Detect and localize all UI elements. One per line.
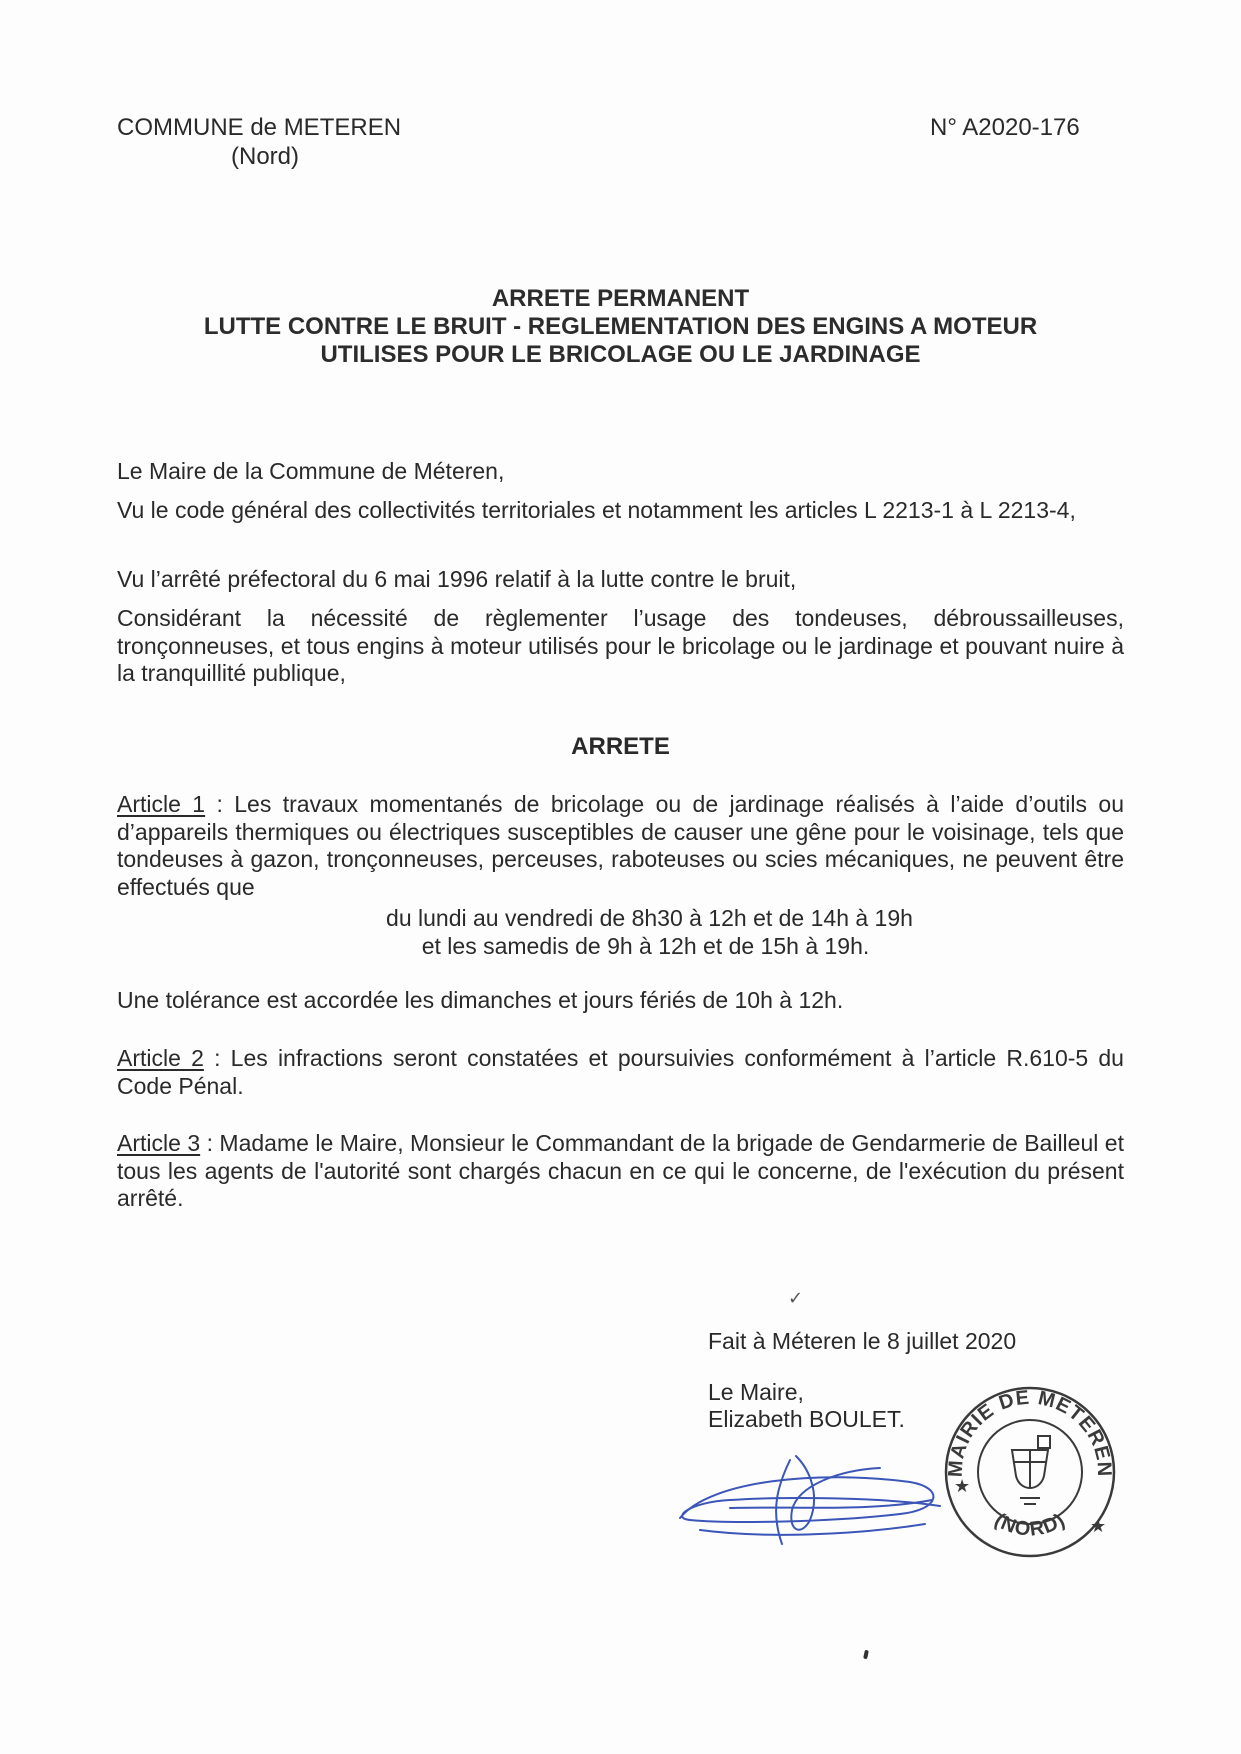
- commune-name: COMMUNE de METEREN: [117, 114, 402, 141]
- stamp-bottom-text: (NORD): [990, 1509, 1070, 1541]
- stamp-top-text: MAIRIE DE METEREN: [944, 1386, 1116, 1478]
- article-1: [117, 791, 1124, 901]
- handwritten-signature: [670, 1440, 960, 1550]
- schedule-weekdays: du lundi au vendredi de 8h30 à 12h et de 14h à 19h: [386, 905, 913, 931]
- reference-number: N° A2020-176: [930, 114, 1080, 141]
- arrete-heading: ARRETE: [571, 733, 670, 760]
- preamble-vu-arrete: Vu l’arrêté préfectoral du 6 mai 1996 relatif à la lutte contre le bruit,: [117, 566, 797, 592]
- commune-region: (Nord): [231, 143, 300, 170]
- title-line-3: UTILISES POUR LE BRICOLAGE OU LE JARDINAGE: [320, 341, 921, 368]
- article-3-label: Article 3: [117, 1130, 201, 1156]
- svg-text:★: ★: [954, 1476, 971, 1497]
- signature-name: Elizabeth BOULET.: [708, 1406, 905, 1432]
- ink-tick-mark: ✓: [788, 1288, 804, 1308]
- article-2: [117, 1045, 1124, 1100]
- article-1-label: Article 1: [117, 791, 206, 817]
- schedule-saturdays: et les samedis de 9h à 12h et de 15h à 19h.: [421, 932, 870, 959]
- article-1-tolerance: Une tolérance est accordée les dimanches et jours fériés de 10h à 12h.: [117, 987, 844, 1013]
- signature-date-place: Fait à Méteren le 8 juillet 2020: [708, 1328, 1017, 1354]
- article-2-text: : Les infractions seront constatées et poursuivies conformément à l’article R.610-5 du Code Pénal.: [117, 1045, 1124, 1099]
- issuer-header: [117, 113, 417, 171]
- svg-text:★: ★: [1090, 1516, 1107, 1537]
- article-1-text: : Les travaux momentanés de bricolage ou de jardinage réalisés à l’aide d’outils ou d’appareils thermiques ou électriques susceptibles de causer une gêne pour le voisinage, tels que tondeuses à gazon, tronçonneuses, perceuses, raboteuses ou scies mécaniques, ne peuvent être effectués que: [117, 791, 1124, 900]
- document-title: [117, 285, 1124, 369]
- article-3: [117, 1130, 1124, 1213]
- article-1-schedule: [117, 905, 1124, 960]
- preamble-vu-code: Vu le code général des collectivités territoriales et notamment les articles L 2213-1 à L 2213-4,: [117, 497, 1076, 523]
- municipal-stamp: [940, 1380, 1120, 1560]
- signature-role: Le Maire,: [708, 1379, 804, 1405]
- preamble-considerant: Considérant la nécessité de règlementer l’usage des tondeuses, débroussailleuses, tronçonneuses, et tous engins à moteur utilisés pour le bricolage ou le jardinage et pouvant nuire à la tranquillité publique,: [117, 605, 1124, 686]
- preamble-maire: Le Maire de la Commune de Méteren,: [117, 458, 505, 484]
- svg-text:(NORD): [990, 1509, 1069, 1541]
- article-2-label: Article 2: [117, 1045, 204, 1071]
- title-line-2: LUTTE CONTRE LE BRUIT - REGLEMENTATION DES ENGINS A MOTEUR: [203, 313, 1038, 340]
- title-line-1: ARRETE PERMANENT: [491, 285, 750, 312]
- article-3-text: : Madame le Maire, Monsieur le Commandant de la brigade de Gendarmerie de Bailleul et tous les agents de l'autorité sont chargés chacun en ce qui le concerne, de l'exécution du présent arrêté.: [117, 1130, 1124, 1211]
- scan-speck: [863, 1650, 869, 1660]
